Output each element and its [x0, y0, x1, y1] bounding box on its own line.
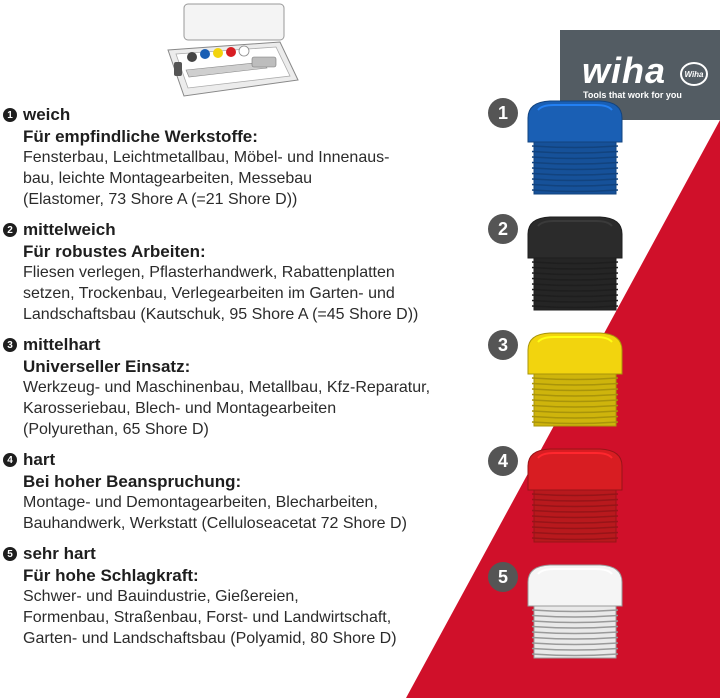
hardness-label: weich: [23, 105, 71, 124]
use-heading: Für hohe Schlagkraft:: [23, 566, 199, 585]
description-line: Garten- und Landschaftsbau (Polyamid, 80 Shore D): [23, 630, 397, 647]
use-heading: Für empfindliche Werkstoffe:: [23, 127, 258, 146]
description-line: Formenbau, Straßenbau, Forst- und Landwirtschaft,: [23, 609, 392, 626]
insert-white-very-hard: [520, 562, 630, 662]
insert-yellow-medium-hard: [520, 330, 630, 430]
insert-red-hard: [520, 446, 630, 546]
description-line: setzen, Trockenbau, Verlegearbeiten im Garten- und: [23, 285, 395, 302]
wiha-badge-icon: Wiha: [680, 62, 708, 86]
list-item: [0, 543, 450, 649]
insert-number-badge: 5: [488, 562, 518, 592]
description-line: Fensterbau, Leichtmetallbau, Möbel- und Innenaus-: [23, 149, 390, 166]
number-badge: 3: [3, 338, 17, 352]
list-item: [0, 449, 450, 534]
use-heading: Bei hoher Beanspruchung:: [23, 472, 242, 491]
number-badge: 2: [3, 223, 17, 237]
number-badge: 1: [3, 108, 17, 122]
description-line: Werkzeug- und Maschinenbau, Metallbau, Kfz-Reparatur,: [23, 379, 431, 396]
hardness-label: hart: [23, 450, 56, 469]
insert-number-badge: 3: [488, 330, 518, 360]
description-line: (Polyurethan, 65 Shore D): [23, 421, 209, 438]
hardness-label: mittelweich: [23, 220, 116, 239]
insert-number-badge: 2: [488, 214, 518, 244]
description-line: (Elastomer, 73 Shore A (=21 Shore D)): [23, 191, 298, 208]
insert-number-badge: 4: [488, 446, 518, 476]
number-badge: 5: [3, 547, 17, 561]
description-line: Landschaftsbau (Kautschuk, 95 Shore A (=45 Shore D)): [23, 306, 419, 323]
insert-number-badge: 1: [488, 98, 518, 128]
wiha-logo: wiha: [582, 50, 667, 91]
description-line: Fliesen verlegen, Pflasterhandwerk, Rabattenplatten: [23, 264, 395, 281]
description-line: Montage- und Demontagearbeiten, Blecharbeiten,: [23, 494, 378, 511]
insert-list: [0, 104, 450, 658]
description-line: Schwer- und Bauindustrie, Gießereien,: [23, 588, 299, 605]
list-item: [0, 334, 450, 440]
list-item: [0, 219, 450, 325]
number-badge: 4: [3, 453, 17, 467]
insert-black-medium-soft: [520, 214, 630, 314]
hardness-label: mittelhart: [23, 335, 101, 354]
hardness-label: sehr hart: [23, 544, 96, 563]
description-line: bau, leichte Montagearbeiten, Messebau: [23, 170, 313, 187]
hammer-case-illustration: [164, 2, 300, 100]
insert-blue-soft: [520, 98, 630, 198]
use-heading: Universeller Einsatz:: [23, 357, 191, 376]
description-line: Bauhandwerk, Werkstatt (Celluloseacetat 72 Shore D): [23, 515, 407, 532]
use-heading: Für robustes Arbeiten:: [23, 242, 206, 261]
brand-tagline: Tools that work for you: [583, 90, 682, 100]
list-item: [0, 104, 450, 210]
description-line: Karosseriebau, Blech- und Montagearbeiten: [23, 400, 337, 417]
